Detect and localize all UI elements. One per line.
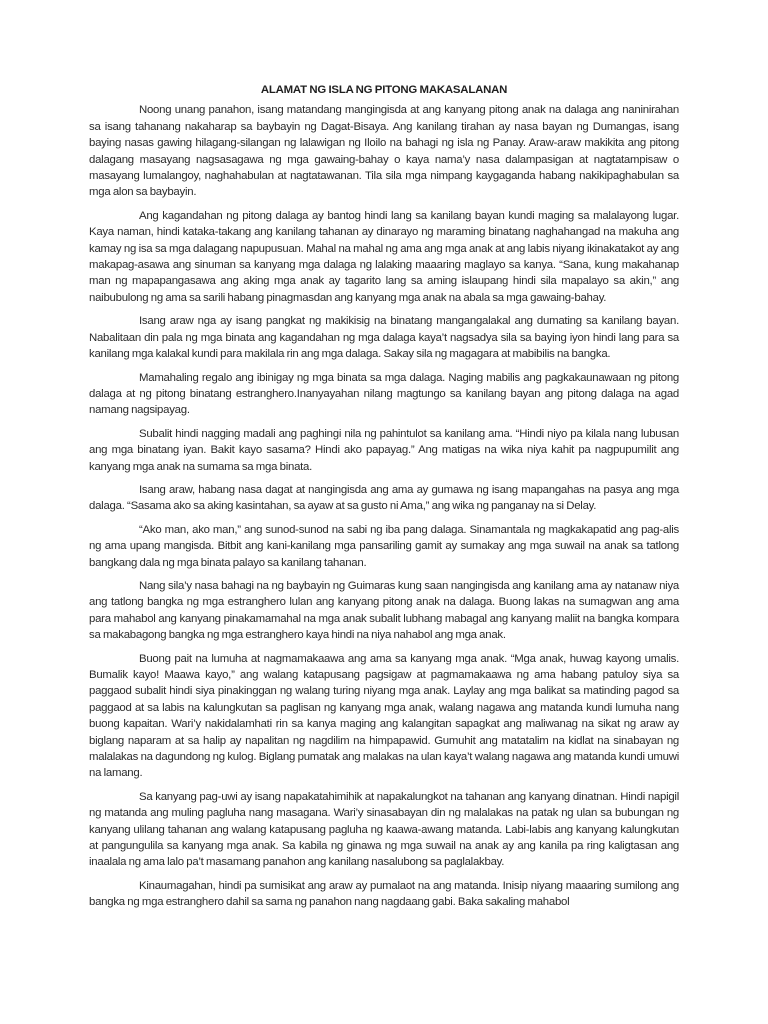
paragraph: Nang sila’y nasa bahagi na ng baybayin ng Guimaras kung saan nangingisda ang kanilang ama ay natanaw niya ang tatlong bangka ng mga estranghero lulan ang kanyang pitong anak na dalaga. Buong lakas na sumagwan ang ama para mahabol ang kanyang pinakamamahal na mga anak subalit lubhang mabagal ang kanyang maliit na bangka kompara sa makabagong bangka ng mga estranghero kaya hindi na niya nahabol ang mga anak. xyxy=(89,579,679,642)
document-body xyxy=(89,82,679,918)
document-title: ALAMAT NG ISLA NG PITONG MAKASALANAN xyxy=(260,84,508,96)
paragraph: Sa kanyang pag-uwi ay isang napakatahimihik at napakalungkot na tahanan ang kanyang dinatnan. Hindi napigil ng matanda ang muling pagluha nang masagana. Wari’y sinasabayan din ng malalakas na patak ng ulan sa bubungan ng kanyang ulilang tahanan ang walang katapusang pagluha ng kaawa-awang matanda. Labi-labis ang kanyang kalungkutan at pangungulila sa kanyang mga anak. Sa kabila ng ginawa ng mga suwail na anak ay ang kanila pa ring kaligtasan ang inaalala ng ama lalo pa’t masamang panahon ang kanilang nasalubong sa paglalakbay. xyxy=(89,790,679,869)
paragraph: Isang araw, habang nasa dagat at nangingisda ang ama ay gumawa ng isang mapangahas na pasya ang mga dalaga. “Sasama ako sa aking kasintahan, sa ayaw at sa gusto ni Ama,” ang wika ng panganay na si Delay. xyxy=(89,483,679,513)
paragraph: Isang araw nga ay isang pangkat ng makikisig na binatang mangangalakal ang dumating sa kanilang bayan. Nabalitaan din pala ng mga binata ang kagandahan ng mga dalaga kaya’t nagsadya sila sa baying iyon hindi lang para sa kanilang mga kalakal kundi para makilala rin ang mga dalaga. Sakay sila ng magagara at mabibilis na bangka. xyxy=(89,315,679,361)
paragraph: Ang kagandahan ng pitong dalaga ay bantog hindi lang sa kanilang bayan kundi maging sa malalayong lugar. Kaya naman, hindi kataka-takang ang kanilang tahanan ay dinarayo ng maraming binatang naghahangad na makuha ang kamay ng isa sa mga dalagang napupusuan. Mahal na mahal ng ama ang mga anak at ang labis niyang ikinakatakot ay ang makapag-asawa ang sinuman sa kanyang mga dalaga ng lalaking maaaring maglayo sa kanya. “Sana, kung makahanap man ng mapapangasawa ang aking mga anak ay tagarito lang sa aming islaupang hindi sila mapalayo sa akin,” ang naibubulong ng ama sa sarili habang pinagmasdan ang kanyang mga anak na abala sa mga gawaing-bahay. xyxy=(89,209,679,304)
paragraph: “Ako man, ako man,” ang sunod-sunod na sabi ng iba pang dalaga. Sinamantala ng magkakapatid ang pag-alis ng ama upang mangisda. Bitbit ang kani-kanilang mga pansariling gamit ay sumakay ang mga suwail na anak sa tatlong bangkang dala ng mga binata palayo sa kanilang tahanan. xyxy=(89,523,679,569)
paragraph: Subalit hindi nagging madali ang paghingi nila ng pahintulot sa kanilang ama. “Hindi niyo pa kilala nang lubusan ang mga binatang iyan. Bakit kayo sasama? Hindi ako papayag.” Ang matigas na wika niya kahit pa nagpupumilit ang kanyang mga anak na sumama sa mga binata. xyxy=(89,427,679,473)
paragraph: Noong unang panahon, isang matandang mangingisda at ang kanyang pitong anak na dalaga ang naninirahan sa isang tahanang nakaharap sa baybayin ng Dagat-Bisaya. Ang kanilang tirahan ay nasa bayan ng Dumangas, isang baying nasas gawing hilagang-silangan ng lalawigan ng Iloilo na bahagi ng isla ng Panay. Araw-araw makikita ang pitong dalagang masayang nagsasagawa ng mga gawaing-bahay o kaya nama’y nasa dalampasigan at nagtatampisaw o masayang lumalangoy, naghahabulan at nagtatawanan. Tila sila mga nimpang kaygaganda habang nakikipaghabulan sa mga alon sa baybayin. xyxy=(89,104,679,199)
paragraph: Kinaumagahan, hindi pa sumisikat ang araw ay pumalaot na ang matanda. Inisip niyang maaaring sumilong ang bangka ng mga estranghero dahil sa sama ng panahon nang nagdaang gabi. Baka sakaling mahabol xyxy=(89,879,679,909)
paragraph: Mamahaling regalo ang ibinigay ng mga binata sa mga dalaga. Naging mabilis ang pagkakaunawaan ng pitong dalaga at ng pitong binatang estranghero.Inanyayahan nilang magtungo sa kanilang bayan ang pitong dalaga na agad namang nagsipayag. xyxy=(89,371,679,417)
paragraph: Buong pait na lumuha at nagmamakaawa ang ama sa kanyang mga anak. “Mga anak, huwag kayong umalis. Bumalik kayo! Maawa kayo,” ang walang katapusang pagsigaw at pagmamakaawa ng ama habang patuloy siya sa paggaod subalit hindi siya pinakinggan ng walang turing niyang mga anak. Laylay ang mga balikat sa matinding pagod sa paggaod at sa labis na kalungkutan sa paglisan ng kanyang mga anak, walang nagawa ang matanda kundi lumuha nang buong kapaitan. Wari’y nakidalamhati rin sa kanya maging ang kalangitan sapagkat ang maliwanag na sikat ng araw ay biglang naparam at sa halip ay napalitan ng nagdilim na himpapawid. Gumuhit ang matatalim na kidlat na sinabayan ng malalakas na dagundong ng kulog. Biglang pumatak ang malakas na ulan kaya’t walang nagawa ang matanda kundi umuwi na lamang. xyxy=(89,652,679,780)
